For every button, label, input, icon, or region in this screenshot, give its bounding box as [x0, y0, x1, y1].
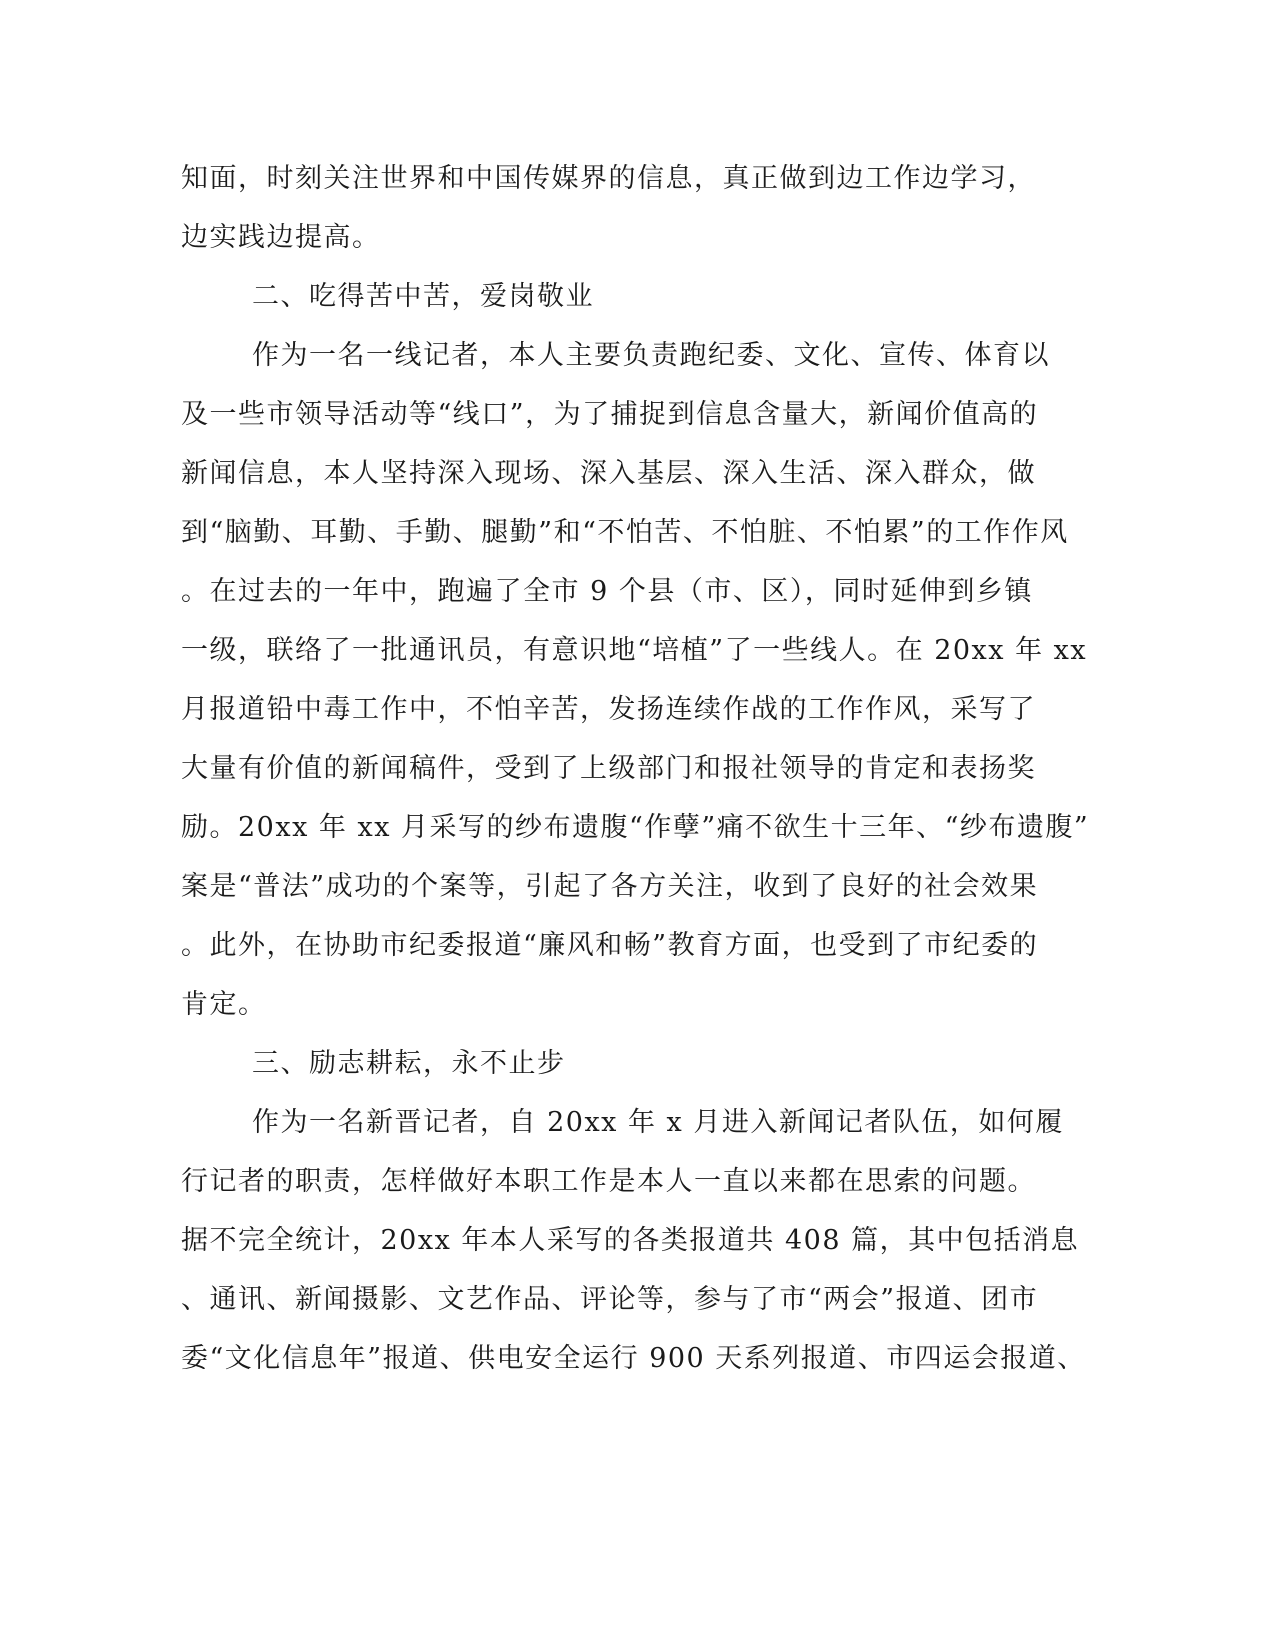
body-text-line: 知面，时刻关注世界和中国传媒界的信息，真正做到边工作边学习， [181, 163, 1036, 194]
body-text-line: 月报道铅中毒工作中，不怕辛苦，发扬连续作战的工作作风，采写了 [181, 694, 1036, 725]
paragraph-first-line: 作为一名新晋记者，自 20xx 年 x 月进入新闻记者队伍，如何履 [252, 1107, 1064, 1138]
body-text-line: 委“文化信息年”报道、供电安全运行 900 天系列报道、市四运会报道、 [181, 1343, 1086, 1374]
body-text-line: 大量有价值的新闻稿件，受到了上级部门和报社领导的肯定和表扬奖 [181, 753, 1036, 784]
body-text-line: 边实践边提高。 [181, 222, 381, 253]
body-text-line: 及一些市领导活动等“线口”，为了捕捉到信息含量大，新闻价值高的 [181, 399, 1039, 430]
section-heading-2: 二、吃得苦中苦，爱岗敬业 [252, 281, 594, 312]
paragraph-first-line: 作为一名一线记者，本人主要负责跑纪委、文化、宣传、体育以 [252, 340, 1050, 371]
section-heading-3: 三、励志耕耘，永不止步 [252, 1048, 566, 1079]
body-text-line: 肯定。 [181, 989, 267, 1020]
body-text-line: 。在过去的一年中，跑遍了全市 9 个县（市、区），同时延伸到乡镇 [181, 576, 1033, 607]
body-text-line: 励。20xx 年 xx 月采写的纱布遗腹“作孽”痛不欲生十三年、“纱布遗腹” [181, 812, 1090, 843]
body-text-line: 到“脑勤、耳勤、手勤、腿勤”和“不怕苦、不怕脏、不怕累”的工作作风 [181, 517, 1069, 548]
body-text-line: 据不完全统计，20xx 年本人采写的各类报道共 408 篇，其中包括消息 [181, 1225, 1080, 1256]
body-text-line: 。此外，在协助市纪委报道“廉风和畅”教育方面，也受到了市纪委的 [181, 930, 1039, 961]
body-text-line: 新闻信息，本人坚持深入现场、深入基层、深入生活、深入群众，做 [181, 458, 1036, 489]
body-text-line: 行记者的职责，怎样做好本职工作是本人一直以来都在思索的问题。 [181, 1166, 1036, 1197]
body-text-line: 、通讯、新闻摄影、文艺作品、评论等，参与了市“两会”报道、团市 [181, 1284, 1039, 1315]
body-text-line: 案是“普法”成功的个案等，引起了各方关注，收到了良好的社会效果 [181, 871, 1039, 902]
body-text-line: 一级，联络了一批通讯员，有意识地“培植”了一些线人。在 20xx 年 xx [181, 635, 1088, 666]
